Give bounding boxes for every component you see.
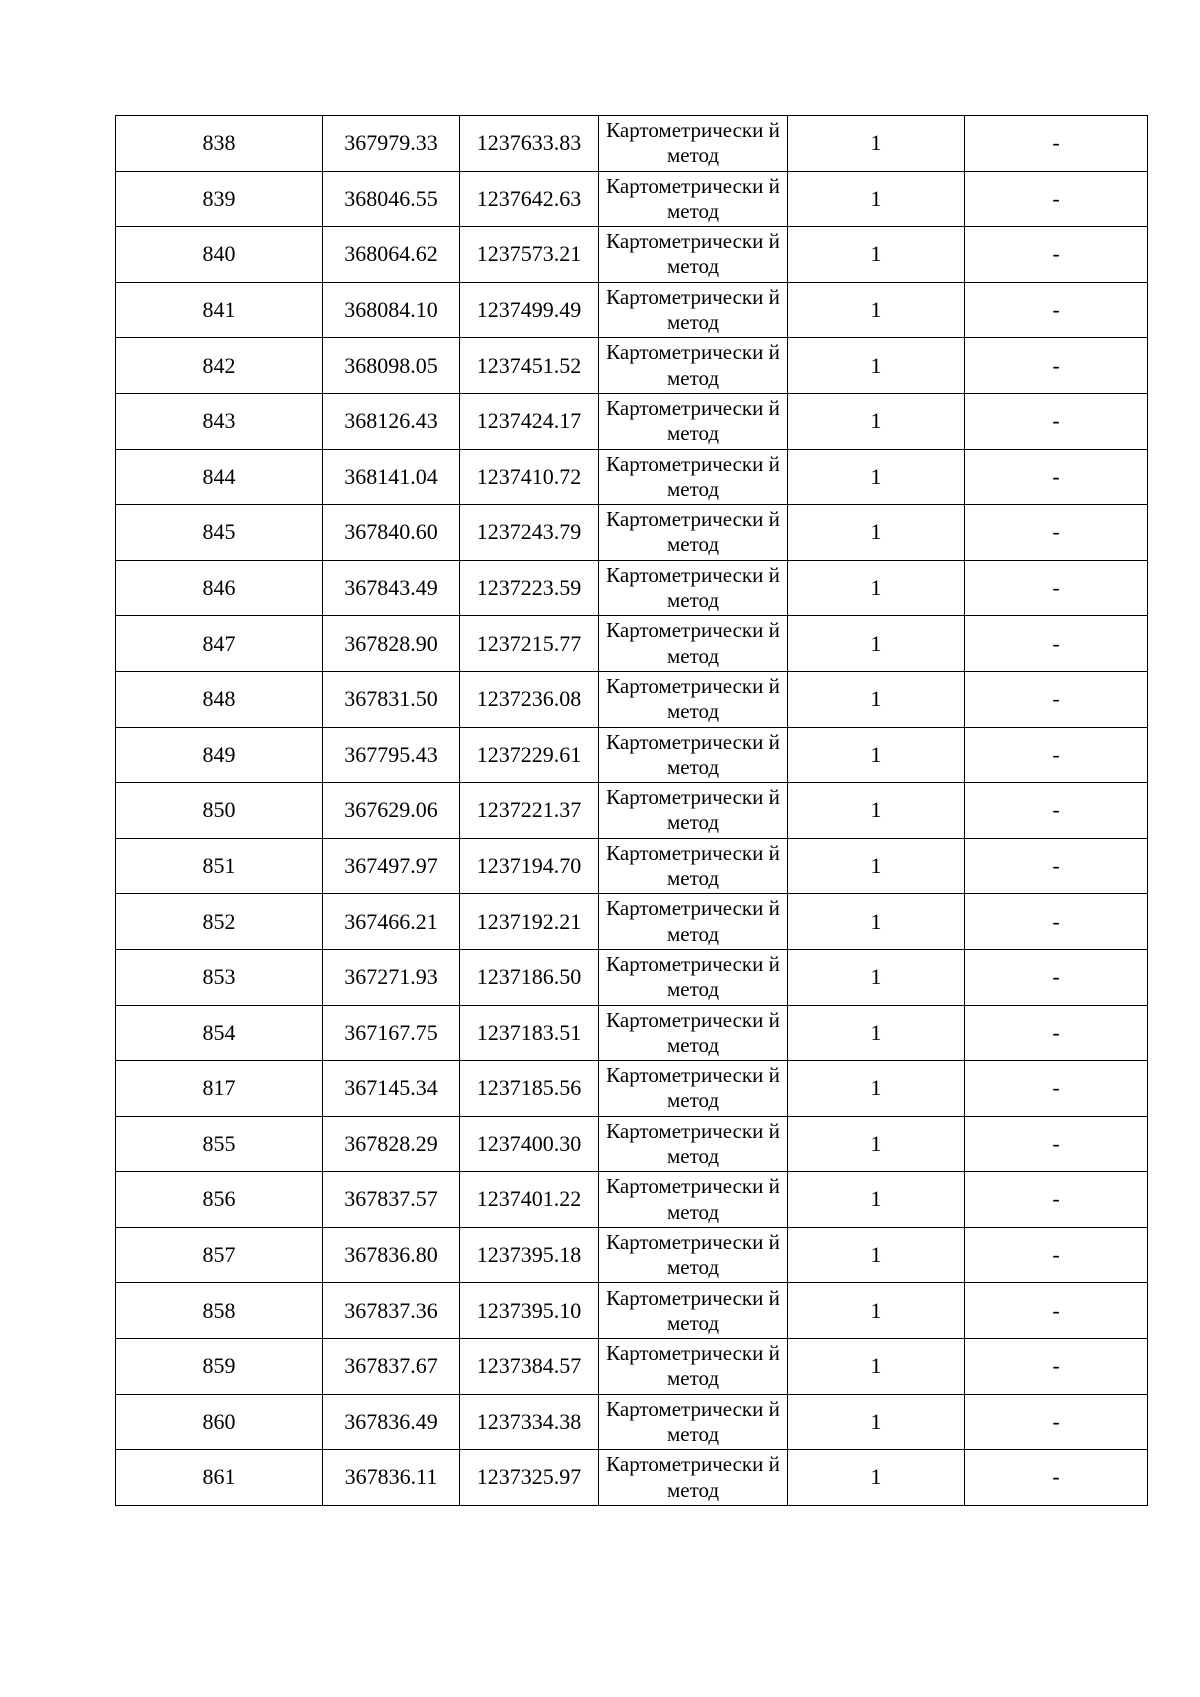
table-row <box>116 171 1148 227</box>
note-cell: - <box>965 338 1148 394</box>
accuracy-cell: 1 <box>788 560 965 616</box>
accuracy-cell: 1 <box>788 616 965 672</box>
note-cell: - <box>965 393 1148 449</box>
x-coordinate-cell: 367271.93 <box>323 949 460 1005</box>
table-row <box>116 1394 1148 1450</box>
accuracy-cell: 1 <box>788 227 965 283</box>
x-coordinate-cell: 367145.34 <box>323 1061 460 1117</box>
point-number-cell: 842 <box>116 338 323 394</box>
note-cell: - <box>965 1394 1148 1450</box>
x-coordinate-cell: 368046.55 <box>323 171 460 227</box>
accuracy-cell: 1 <box>788 894 965 950</box>
y-coordinate-cell: 1237400.30 <box>460 1116 599 1172</box>
method-cell: Картометрически й метод <box>599 1116 788 1172</box>
point-number-cell: 849 <box>116 727 323 783</box>
point-number-cell: 844 <box>116 449 323 505</box>
accuracy-cell: 1 <box>788 1172 965 1228</box>
method-cell: Картометрически й метод <box>599 949 788 1005</box>
note-cell: - <box>965 505 1148 561</box>
y-coordinate-cell: 1237185.56 <box>460 1061 599 1117</box>
x-coordinate-cell: 367167.75 <box>323 1005 460 1061</box>
y-coordinate-cell: 1237499.49 <box>460 282 599 338</box>
method-cell: Картометрически й метод <box>599 1172 788 1228</box>
y-coordinate-cell: 1237194.70 <box>460 838 599 894</box>
point-number-cell: 845 <box>116 505 323 561</box>
accuracy-cell: 1 <box>788 338 965 394</box>
note-cell: - <box>965 171 1148 227</box>
accuracy-cell: 1 <box>788 1227 965 1283</box>
x-coordinate-cell: 368126.43 <box>323 393 460 449</box>
method-cell: Картометрически й метод <box>599 227 788 283</box>
x-coordinate-cell: 367629.06 <box>323 783 460 839</box>
note-cell: - <box>965 1061 1148 1117</box>
method-cell: Картометрически й метод <box>599 449 788 505</box>
table-row <box>116 949 1148 1005</box>
accuracy-cell: 1 <box>788 949 965 1005</box>
method-cell: Картометрически й метод <box>599 560 788 616</box>
x-coordinate-cell: 367497.97 <box>323 838 460 894</box>
table-row <box>116 1450 1148 1506</box>
point-number-cell: 856 <box>116 1172 323 1228</box>
coordinates-table <box>115 115 1148 1506</box>
x-coordinate-cell: 367837.57 <box>323 1172 460 1228</box>
method-cell: Картометрически й метод <box>599 393 788 449</box>
table-row <box>116 393 1148 449</box>
point-number-cell: 843 <box>116 393 323 449</box>
note-cell: - <box>965 1283 1148 1339</box>
y-coordinate-cell: 1237395.18 <box>460 1227 599 1283</box>
x-coordinate-cell: 367843.49 <box>323 560 460 616</box>
y-coordinate-cell: 1237451.52 <box>460 338 599 394</box>
x-coordinate-cell: 367795.43 <box>323 727 460 783</box>
table-row <box>116 894 1148 950</box>
note-cell: - <box>965 560 1148 616</box>
note-cell: - <box>965 1172 1148 1228</box>
accuracy-cell: 1 <box>788 783 965 839</box>
method-cell: Картометрически й метод <box>599 727 788 783</box>
table-row <box>116 727 1148 783</box>
accuracy-cell: 1 <box>788 671 965 727</box>
point-number-cell: 860 <box>116 1394 323 1450</box>
accuracy-cell: 1 <box>788 393 965 449</box>
accuracy-cell: 1 <box>788 1394 965 1450</box>
note-cell: - <box>965 616 1148 672</box>
note-cell: - <box>965 449 1148 505</box>
x-coordinate-cell: 367828.90 <box>323 616 460 672</box>
table-row <box>116 1061 1148 1117</box>
point-number-cell: 852 <box>116 894 323 950</box>
y-coordinate-cell: 1237223.59 <box>460 560 599 616</box>
point-number-cell: 854 <box>116 1005 323 1061</box>
coordinates-table-body <box>116 116 1148 1506</box>
table-row <box>116 449 1148 505</box>
method-cell: Картометрически й метод <box>599 671 788 727</box>
table-row <box>116 1283 1148 1339</box>
point-number-cell: 850 <box>116 783 323 839</box>
point-number-cell: 846 <box>116 560 323 616</box>
method-cell: Картометрически й метод <box>599 338 788 394</box>
accuracy-cell: 1 <box>788 171 965 227</box>
method-cell: Картометрически й метод <box>599 282 788 338</box>
table-row <box>116 338 1148 394</box>
x-coordinate-cell: 367828.29 <box>323 1116 460 1172</box>
point-number-cell: 817 <box>116 1061 323 1117</box>
y-coordinate-cell: 1237221.37 <box>460 783 599 839</box>
point-number-cell: 839 <box>116 171 323 227</box>
point-number-cell: 855 <box>116 1116 323 1172</box>
y-coordinate-cell: 1237186.50 <box>460 949 599 1005</box>
y-coordinate-cell: 1237325.97 <box>460 1450 599 1506</box>
note-cell: - <box>965 783 1148 839</box>
method-cell: Картометрически й метод <box>599 1339 788 1395</box>
point-number-cell: 851 <box>116 838 323 894</box>
x-coordinate-cell: 367836.49 <box>323 1394 460 1450</box>
y-coordinate-cell: 1237215.77 <box>460 616 599 672</box>
accuracy-cell: 1 <box>788 449 965 505</box>
method-cell: Картометрически й метод <box>599 1283 788 1339</box>
point-number-cell: 847 <box>116 616 323 672</box>
point-number-cell: 857 <box>116 1227 323 1283</box>
table-row <box>116 1172 1148 1228</box>
x-coordinate-cell: 368141.04 <box>323 449 460 505</box>
x-coordinate-cell: 368084.10 <box>323 282 460 338</box>
method-cell: Картометрически й метод <box>599 616 788 672</box>
accuracy-cell: 1 <box>788 1061 965 1117</box>
accuracy-cell: 1 <box>788 838 965 894</box>
note-cell: - <box>965 227 1148 283</box>
y-coordinate-cell: 1237424.17 <box>460 393 599 449</box>
table-row <box>116 838 1148 894</box>
table-row <box>116 282 1148 338</box>
note-cell: - <box>965 894 1148 950</box>
table-row <box>116 616 1148 672</box>
x-coordinate-cell: 368098.05 <box>323 338 460 394</box>
method-cell: Картометрически й метод <box>599 116 788 172</box>
note-cell: - <box>965 1339 1148 1395</box>
table-row <box>116 783 1148 839</box>
x-coordinate-cell: 367836.80 <box>323 1227 460 1283</box>
point-number-cell: 841 <box>116 282 323 338</box>
method-cell: Картометрически й метод <box>599 1394 788 1450</box>
note-cell: - <box>965 282 1148 338</box>
point-number-cell: 840 <box>116 227 323 283</box>
note-cell: - <box>965 1005 1148 1061</box>
note-cell: - <box>965 1227 1148 1283</box>
method-cell: Картометрически й метод <box>599 1005 788 1061</box>
accuracy-cell: 1 <box>788 1450 965 1506</box>
note-cell: - <box>965 1116 1148 1172</box>
y-coordinate-cell: 1237384.57 <box>460 1339 599 1395</box>
note-cell: - <box>965 1450 1148 1506</box>
method-cell: Картометрически й метод <box>599 838 788 894</box>
table-row <box>116 560 1148 616</box>
y-coordinate-cell: 1237395.10 <box>460 1283 599 1339</box>
table-row <box>116 505 1148 561</box>
table-row <box>116 1005 1148 1061</box>
y-coordinate-cell: 1237236.08 <box>460 671 599 727</box>
method-cell: Картометрически й метод <box>599 1061 788 1117</box>
accuracy-cell: 1 <box>788 505 965 561</box>
method-cell: Картометрически й метод <box>599 171 788 227</box>
y-coordinate-cell: 1237243.79 <box>460 505 599 561</box>
x-coordinate-cell: 367831.50 <box>323 671 460 727</box>
note-cell: - <box>965 838 1148 894</box>
table-row <box>116 671 1148 727</box>
note-cell: - <box>965 671 1148 727</box>
method-cell: Картометрически й метод <box>599 894 788 950</box>
table-row <box>116 1339 1148 1395</box>
x-coordinate-cell: 367837.36 <box>323 1283 460 1339</box>
y-coordinate-cell: 1237410.72 <box>460 449 599 505</box>
point-number-cell: 848 <box>116 671 323 727</box>
accuracy-cell: 1 <box>788 727 965 783</box>
x-coordinate-cell: 368064.62 <box>323 227 460 283</box>
accuracy-cell: 1 <box>788 1283 965 1339</box>
point-number-cell: 838 <box>116 116 323 172</box>
method-cell: Картометрически й метод <box>599 1227 788 1283</box>
y-coordinate-cell: 1237573.21 <box>460 227 599 283</box>
y-coordinate-cell: 1237401.22 <box>460 1172 599 1228</box>
accuracy-cell: 1 <box>788 1116 965 1172</box>
table-row <box>116 116 1148 172</box>
x-coordinate-cell: 367979.33 <box>323 116 460 172</box>
y-coordinate-cell: 1237642.63 <box>460 171 599 227</box>
point-number-cell: 858 <box>116 1283 323 1339</box>
table-row <box>116 227 1148 283</box>
method-cell: Картометрически й метод <box>599 1450 788 1506</box>
y-coordinate-cell: 1237334.38 <box>460 1394 599 1450</box>
table-row <box>116 1227 1148 1283</box>
accuracy-cell: 1 <box>788 1339 965 1395</box>
x-coordinate-cell: 367836.11 <box>323 1450 460 1506</box>
y-coordinate-cell: 1237192.21 <box>460 894 599 950</box>
accuracy-cell: 1 <box>788 116 965 172</box>
y-coordinate-cell: 1237229.61 <box>460 727 599 783</box>
table-row <box>116 1116 1148 1172</box>
accuracy-cell: 1 <box>788 1005 965 1061</box>
point-number-cell: 861 <box>116 1450 323 1506</box>
x-coordinate-cell: 367466.21 <box>323 894 460 950</box>
y-coordinate-cell: 1237183.51 <box>460 1005 599 1061</box>
y-coordinate-cell: 1237633.83 <box>460 116 599 172</box>
point-number-cell: 853 <box>116 949 323 1005</box>
note-cell: - <box>965 949 1148 1005</box>
x-coordinate-cell: 367840.60 <box>323 505 460 561</box>
point-number-cell: 859 <box>116 1339 323 1395</box>
x-coordinate-cell: 367837.67 <box>323 1339 460 1395</box>
method-cell: Картометрически й метод <box>599 505 788 561</box>
method-cell: Картометрически й метод <box>599 783 788 839</box>
accuracy-cell: 1 <box>788 282 965 338</box>
note-cell: - <box>965 116 1148 172</box>
note-cell: - <box>965 727 1148 783</box>
